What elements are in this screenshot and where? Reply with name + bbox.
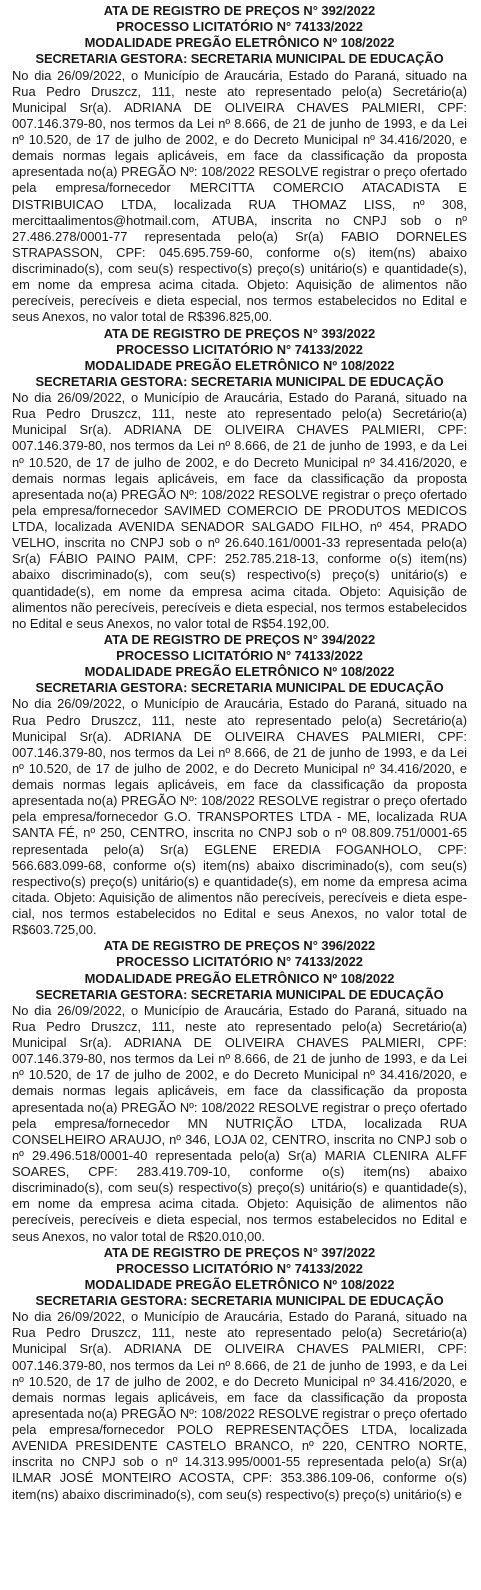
modalidade-heading: MODALIDADE PREGÃO ELETRÔNICO Nº 108/2022 <box>84 35 395 51</box>
ata-block-393 <box>12 326 467 632</box>
secretaria-heading: SECRETARIA GESTORA: SECRETARIA MUNICIPAL DE EDUCAÇÃO <box>35 680 444 696</box>
processo-heading: PROCESSO LICITATÓRIO N° 74133/2022 <box>116 1260 363 1276</box>
ata-block-394 <box>12 632 467 938</box>
ata-block-396 <box>12 938 467 1244</box>
processo-heading: PROCESSO LICITATÓRIO N° 74133/2022 <box>116 19 363 35</box>
ata-body-text: No dia 26/09/2022, o Município de Araucária, Estado do Paraná, situado na Rua Pedro Druszcz, 111, neste ato representado pelo(a) Secretário(a) Municipal Sr(a). ADRIANA DE OLIVEIRA CHAVES PALMIERI, CPF: 007.146.379-80, nos termos da Lei nº 8.666, de 21 de junho de 1993, e da Lei nº 10.520, de 17 de julho de 2002, e do Decreto Municipal nº 34.416/2020, e demais normas legais aplicáveis, em face da classificação da proposta apresentada no(a) PREGÃO Nº: 108/2022 RESOLVE registrar o preço ofertado pela empresa/fornecedor G.O. TRANSPORTES LTDA - ME, localizada RUA SANTA FÉ, nº 250, CENTRO, inscrita no CNPJ sob o nº 08.809.751/0001-65 representada pelo(a) Sr(a) EGLENE EREDIA FOGANHOLO, CPF: 566.683.099-68, conforme o(s) item(ns) abaixo discriminado(s), com seu(s) respectivo(s) preço(s) unitário(s) e quantidade(s), em nome da empresa acima citada. Objeto: Aquisição de alimentos não perecíveis, perecíveis e dieta especial, nos termos estabelecidos no Edital e seus Anexos, no valor total de R$603.725,00. <box>12 696 467 938</box>
ata-title: ATA DE REGISTRO DE PREÇOS N° 396/2022 <box>103 938 376 954</box>
ata-body-text: No dia 26/09/2022, o Município de Araucária, Estado do Paraná, situado na Rua Pedro Druszcz, 111, neste ato representado pelo(a) Secretário(a) Municipal Sr(a). ADRIANA DE OLIVEIRA CHAVES PALMIERI, CPF: 007.146.379-80, nos termos da Lei nº 8.666, de 21 de junho de 1993, e da Lei nº 10.520, de 17 de julho de 2002, e do Decreto Municipal nº 34.416/2020, e demais normas legais aplicáveis, em face da classificação da proposta apresentada no(a) PREGÃO Nº: 108/2022 RESOLVE registrar o preço ofertado pela empresa/fornecedor MN NUTRIÇÃO LTDA, localizada RUA CONSELHEIRO ARAUJO, nº 346, LOJA 02, CENTRO, inscrita no CNPJ sob o nº 29.496.518/0001-40 representada pelo(a) Sr(a) MARIA CLENIRA ALFF SOARES, CPF: 283.419.709-10, conforme o(s) item(ns) abaixo discriminado(s), com seu(s) respectivo(s) preço(s) unitário(s) e quantidade(s), em nome da empresa acima citada. Objeto: Aquisição de alimentos não perecíveis, perecíveis e dieta especial, nos termos estabelecidos no Edital e seus Anexos, no valor total de R$20.010,00. <box>12 1002 467 1244</box>
ata-body-text: No dia 26/09/2022, o Município de Araucária, Estado do Paraná, situado na Rua Pedro Druszcz, 111, neste ato representado pelo(a) Secretário(a) Municipal Sr(a). ADRIANA DE OLIVEIRA CHAVES PALMIERI, CPF: 007.146.379-80, nos termos da Lei nº 8.666, de 21 de junho de 1993, e da Lei nº 10.520, de 17 de julho de 2002, e do Decreto Municipal nº 34.416/2020, e demais normas legais aplicáveis, em face da classificação da proposta apresentada no(a) PREGÃO Nº: 108/2022 RESOLVE registrar o preço ofertado pela empresa/fornecedor MERCITTA COMERCIO ATACADISTA E DISTRIBUICAO LTDA, localizada RUA THOMAZ LISS, nº 308, mercittaalimentos@hotmail.com, ATUBA, inscrita no CNPJ sob o nº 27.486.278/0001-77 representada pelo(a) Sr(a) FABIO DORNELES STRAPASSON, CPF: 045.695.759-60, conforme o(s) item(ns) abaixo discriminado(s), com seu(s) respectivo(s) preço(s) unitário(s) e quantidade(s), em nome da empresa acima citada. Objeto: Aquisição de alimentos não perecíveis, perecíveis e dieta especial, nos termos estabelecidos no Edital e seus Anexos, no valor total de R$396.825,00. <box>12 67 467 325</box>
ata-body-text: No dia 26/09/2022, o Município de Araucária, Estado do Paraná, situado na Rua Pedro Druszcz, 111, neste ato representado pelo(a) Secretário(a) Municipal Sr(a). ADRIANA DE OLIVEIRA CHAVES PALMIERI, CPF: 007.146.379-80, nos termos da Lei nº 8.666, de 21 de junho de 1993, e da Lei nº 10.520, de 17 de julho de 2002, e do Decreto Municipal nº 34.416/2020, e demais normas legais aplicáveis, em face da classificação da proposta apresentada no(a) PREGÃO Nº: 108/2022 RESOLVE registrar o preço ofertado pela empresa/fornecedor SAVIMED COMERCIO DE PRODUTOS MEDICOS LTDA, localizada AVENIDA SENADOR SALGADO FILHO, nº 454, PRADO VELHO, inscrita no CNPJ sob o nº 26.640.161/0001-33 representada pelo(a) Sr(a) FÁBIO PAINO PAIM, CPF: 252.785.218-13, conforme o(s) item(ns) abaixo discriminado(s), com seu(s) respectivo(s) preço(s) unitário(s) e quantidade(s), em nome da empresa acima citada. Objeto: Aquisição de alimentos não perecíveis, perecíveis e dieta especial, nos termos estabelecidos no Edital e seus Anexos, no valor total de R$54.192,00. <box>12 390 467 631</box>
processo-heading: PROCESSO LICITATÓRIO N° 74133/2022 <box>116 341 363 357</box>
modalidade-heading: MODALIDADE PREGÃO ELETRÔNICO Nº 108/2022 <box>84 664 395 680</box>
processo-heading: PROCESSO LICITATÓRIO N° 74133/2022 <box>116 648 363 663</box>
ata-body-text: No dia 26/09/2022, o Município de Araucária, Estado do Paraná, situado na Rua Pedro Druszcz, 111, neste ato representado pelo(a) Secretário(a) Municipal Sr(a). ADRIANA DE OLIVEIRA CHAVES PALMIERI, CPF: 007.146.379-80, nos termos da Lei nº 8.666, de 21 de junho de 1993, e da Lei nº 10.520, de 17 de julho de 2002, e do Decreto Municipal nº 34.416/2020, e demais normas legais aplicáveis, em face da classificação da proposta apresentada no(a) PREGÃO Nº: 108/2022 RESOLVE registrar o preço ofertado pela empresa/fornecedor POLO REPRESENTAÇÕES LTDA, localizada AVENIDA PRESIDENTE CASTELO BRANCO, nº 220, CENTRO NORTE, inscrita no CNPJ sob o nº 14.313.995/0001-55 representada pelo(a) Sr(a) ILMAR JOSÉ MONTEIRO ACOSTA, CPF: 353.386.109-06, conforme o(s) item(ns) abaixo discriminado(s), com seu(s) respectivo(s) preço(s) unitário(s) e <box>12 1309 467 1502</box>
processo-heading: PROCESSO LICITATÓRIO N° 74133/2022 <box>116 954 363 970</box>
modalidade-heading: MODALIDADE PREGÃO ELETRÔNICO Nº 108/2022 <box>84 357 395 373</box>
secretaria-heading: SECRETARIA GESTORA: SECRETARIA MUNICIPAL DE EDUCAÇÃO <box>35 1293 444 1308</box>
modalidade-heading: MODALIDADE PREGÃO ELETRÔNICO Nº 108/2022 <box>84 1276 395 1292</box>
secretaria-heading: SECRETARIA GESTORA: SECRETARIA MUNICIPAL DE EDUCAÇÃO <box>35 986 444 1002</box>
ata-title: ATA DE REGISTRO DE PREÇOS N° 392/2022 <box>103 3 376 18</box>
secretaria-heading: SECRETARIA GESTORA: SECRETARIA MUNICIPAL DE EDUCAÇÃO <box>35 51 444 67</box>
secretaria-heading: SECRETARIA GESTORA: SECRETARIA MUNICIPAL DE EDUCAÇÃO <box>35 373 444 389</box>
ata-block-392 <box>12 3 467 326</box>
ata-title: ATA DE REGISTRO DE PREÇOS N° 394/2022 <box>103 631 376 647</box>
modalidade-heading: MODALIDADE PREGÃO ELETRÔNICO Nº 108/2022 <box>84 970 395 986</box>
ata-title: ATA DE REGISTRO DE PREÇOS N° 397/2022 <box>103 1244 376 1260</box>
ata-title: ATA DE REGISTRO DE PREÇOS N° 393/2022 <box>103 325 376 341</box>
ata-block-397 <box>12 1245 467 1503</box>
